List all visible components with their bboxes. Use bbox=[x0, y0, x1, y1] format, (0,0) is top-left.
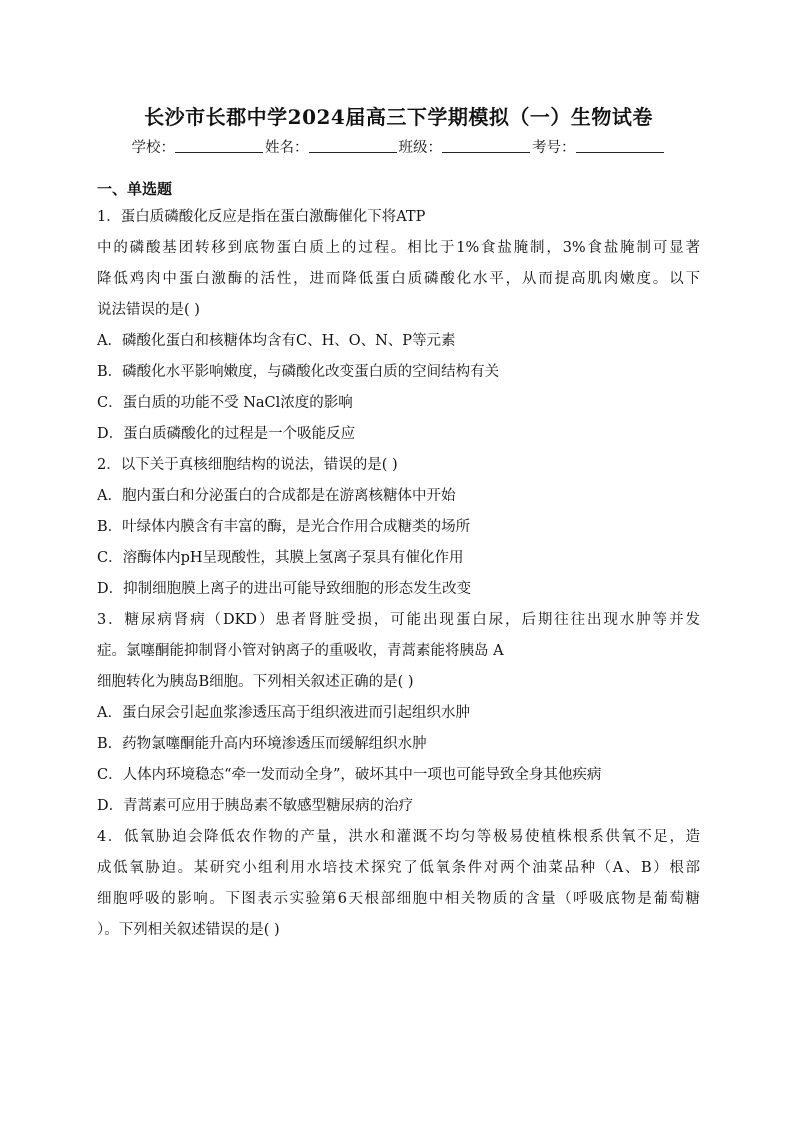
name-blank[interactable] bbox=[309, 138, 397, 153]
section-heading: 一、单选题 bbox=[97, 180, 173, 198]
question-3-stem-line: 3．糖尿病肾病（DKD）患者肾脏受损，可能出现蛋白尿，后期往往出现水肿等并发 bbox=[97, 612, 700, 628]
question-2-option-d[interactable]: D．抑制细胞膜上离子的进出可能导致细胞的形态发生改变 bbox=[97, 581, 472, 597]
exam-number-field[interactable] bbox=[532, 136, 666, 160]
question-3 bbox=[97, 605, 700, 822]
exam-number-label: 考号： bbox=[532, 140, 576, 156]
question-1 bbox=[97, 202, 700, 450]
question-3-option-d[interactable]: D．青蒿素可应用于胰岛素不敏感型糖尿病的治疗 bbox=[97, 798, 414, 814]
question-1-stem-line: 降低鸡肉中蛋白激酶的活性，进而降低蛋白质磷酸化水平，从而提高肌肉嫩度。以下 bbox=[97, 271, 700, 287]
question-3-option-c[interactable]: C．人体内环境稳态“牵一发而动全身”，破坏其中一项也可能导致全身其他疾病 bbox=[97, 767, 602, 783]
school-field[interactable] bbox=[132, 136, 266, 160]
name-label: 姓名： bbox=[265, 140, 309, 156]
question-1-option-d[interactable]: D．蛋白质磷酸化的过程是一个吸能反应 bbox=[97, 426, 356, 442]
class-blank[interactable] bbox=[442, 138, 530, 153]
question-2-option-b[interactable]: B．叶绿体内膜含有丰富的酶，是光合作用合成糖类的场所 bbox=[97, 519, 471, 535]
question-1-stem-line: 说法错误的是( ) bbox=[97, 302, 200, 318]
question-1-stem-line: 1．蛋白质磷酸化反应是指在蛋白激酶催化下将ATP bbox=[97, 209, 426, 225]
question-4 bbox=[97, 822, 700, 946]
question-3-option-b[interactable]: B．药物氯噻酮能升高内环境渗透压而缓解组织水肿 bbox=[97, 736, 427, 752]
page-title: 长沙市长郡中学2024届高三下学期模拟（一）生物试卷 bbox=[144, 105, 653, 129]
question-3-option-a[interactable]: A．蛋白尿会引起血浆渗透压高于组织液进而引起组织水肿 bbox=[97, 705, 470, 721]
question-4-stem-line: 4．低氧胁迫会降低农作物的产量，洪水和灌溉不均匀等极易使植株根系供氧不足，造 bbox=[97, 829, 700, 845]
question-1-option-b[interactable]: B．磷酸化水平影响嫩度，与磷酸化改变蛋白质的空间结构有关 bbox=[97, 364, 500, 380]
question-4-stem-line: 成低氧胁迫。某研究小组利用水培技术探究了低氧条件对两个油菜品种（A、B）根部 bbox=[97, 860, 700, 876]
question-2 bbox=[97, 450, 700, 605]
exam-number-blank[interactable] bbox=[576, 138, 664, 153]
question-1-stem-line: 中的磷酸基团转移到底物蛋白质上的过程。相比于1%食盐腌制，3%食盐腌制可显著 bbox=[97, 240, 700, 256]
question-4-stem-line: 细胞呼吸的影响。下图表示实验第6天根部细胞中相关物质的含量（呼吸底物是葡萄糖 bbox=[97, 891, 700, 907]
question-2-option-a[interactable]: A．胞内蛋白和分泌蛋白的合成都是在游离核糖体中开始 bbox=[97, 488, 456, 504]
class-field[interactable] bbox=[399, 136, 533, 160]
question-2-option-c[interactable]: C．溶酶体内pH呈现酸性，其膜上氢离子泵具有催化作用 bbox=[97, 550, 464, 566]
question-3-stem-line: 细胞转化为胰岛B细胞。下列相关叙述正确的是( ) bbox=[97, 674, 414, 690]
name-field[interactable] bbox=[265, 136, 399, 160]
question-1-option-a[interactable]: A．磷酸化蛋白和核糖体均含有C、H、O、N、P等元素 bbox=[97, 333, 456, 349]
question-4-stem-line: ）。下列相关叙述错误的是( ) bbox=[97, 922, 280, 938]
question-2-stem-line: 2．以下关于真核细胞结构的说法，错误的是( ) bbox=[97, 457, 398, 473]
question-1-option-c[interactable]: C．蛋白质的功能不受 NaCl浓度的影响 bbox=[97, 395, 353, 411]
question-3-stem-line: 症。氯噻酮能抑制肾小管对钠离子的重吸收，青蒿素能将胰岛 A bbox=[97, 643, 504, 659]
school-blank[interactable] bbox=[175, 138, 263, 153]
class-label: 班级： bbox=[398, 140, 442, 156]
school-label: 学校： bbox=[131, 140, 175, 156]
student-info-line bbox=[97, 136, 700, 160]
